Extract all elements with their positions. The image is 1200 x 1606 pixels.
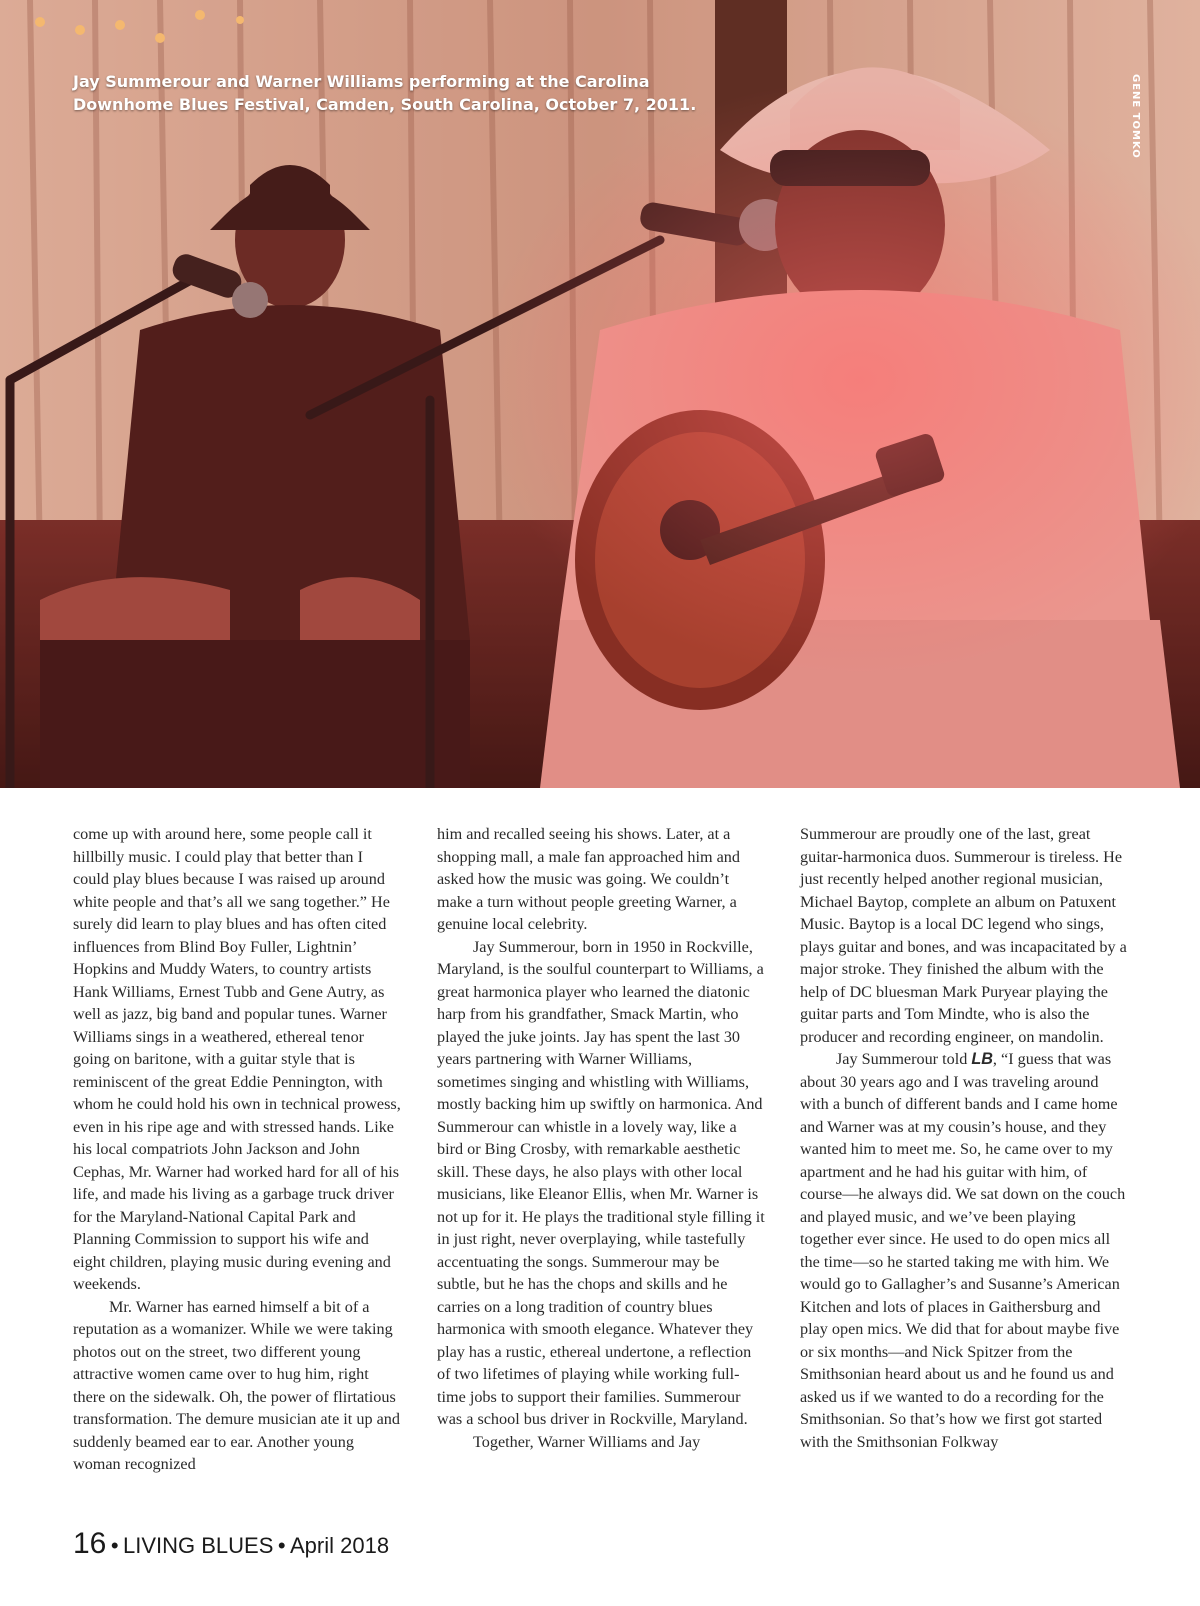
photo-credit: GENE TOMKO — [1130, 74, 1141, 159]
folio-separator: • — [110, 1533, 119, 1558]
photo-illustration — [0, 0, 1200, 788]
paragraph: come up with around here, some people call it hillbilly music. I could play that better than I could play blues because I was raised up around white people and that’s all we sang together.” He surely did learn to play blues and has often cited influences from Blind Boy Fuller, Lightnin’ Hopkins and Muddy Waters, to country artists Hank Williams, Ernest Tubb and Gene Autry, as well as jazz, big band and popular tunes. Warner Williams sings in a weathered, ethereal tenor going on baritone, with a guitar style that is reminiscent of the great Eddie Pennington, with whom he could hold his own in technical prowess, even in his ripe age and with stressed hands. Like his local compatriots John Jackson and John Cephas, Mr. Warner had worked hard for all of his life, and made his living as a garbage truck driver for the Maryland-National Capital Park and Planning Commission to support his wife and eight children, playing music during evening and weekends. — [73, 825, 401, 1293]
article-column-1 — [73, 823, 401, 1476]
magazine-abbrev: LB — [971, 1050, 993, 1068]
paragraph: Mr. Warner has earned himself a bit of a reputation as a womanizer. While we were taking photos out on the street, two different young attractive women came over to hug him, right there on the sidewalk. Oh, the power of flirtatious transformation. The demure musician ate it up and suddenly beamed ear to ear. Another young woman recognized — [73, 1297, 400, 1473]
magazine-name: LIVING BLUES — [122, 1533, 274, 1558]
paragraph: him and recalled seeing his shows. Later, at a shopping mall, a male fan approached him and asked how the music was going. We couldn’t make a turn without people greeting Warner, a genuine local celebrity. — [437, 825, 740, 933]
issue-date: April 2018 — [289, 1533, 390, 1558]
folio-separator: • — [277, 1533, 286, 1558]
article-column-2 — [437, 823, 765, 1453]
article-column-3 — [800, 823, 1128, 1453]
quote-text: , “I guess that was about 30 years ago and I was traveling around with a bunch of different bands and I came home and Warner was at my cousin’s house, and they wanted him to meet me. So, he came over to my apartment and he had his guitar with him, of course—he always did. We sat down on the couch and played music, and we’ve been playing together ever since. He used to do open mics all the time—so he started taking me with him. We would go to Gallagher’s and Susanne’s American Kitchen and lots of places in Gaithersburg and play open mics. We did that for about maybe five or six months—and Nick Spitzer from the Smithsonian heard about us and he found us and asked us if we wanted to do a recording for the Smithsonian. So that’s how we first got started with the Smithsonian Folkway — [800, 1050, 1126, 1451]
page-folio — [73, 1527, 389, 1561]
quote-intro: Jay Summerour told — [836, 1050, 972, 1068]
paragraph: Summerour are proudly one of the last, great guitar-harmonica duos. Summerour is tireless. He just recently helped another regional musician, Michael Baytop, complete an album on Patuxent Music. Baytop is a local DC legend who sings, plays guitar and bones, and was incapacitated by a major stroke. They finished the album with the help of DC bluesman Mark Puryear playing the guitar parts and Tom Mindte, who is also the producer and recording engineer, on mandolin. — [800, 825, 1127, 1046]
photo-caption: Jay Summerour and Warner Williams performing at the Carolina Downhome Blues Festival, Camden, South Carolina, October 7, 2011. — [73, 72, 697, 114]
page-number: 16 — [73, 1527, 107, 1560]
paragraph: Together, Warner Williams and Jay — [473, 1432, 701, 1451]
paragraph-quote — [800, 1048, 1128, 1453]
concert-photo — [0, 0, 1200, 788]
paragraph: Jay Summerour, born in 1950 in Rockville, Maryland, is the soulful counterpart to Williams, a great harmonica player who learned the diatonic harp from his grandfather, Smack Martin, who played the juke joints. Jay has spent the last 30 years partnering with Warner Williams, sometimes singing and whistling with Williams, mostly backing him up swiftly on harmonica. And Summerour can whistle in a lovely way, like a bird or Bing Crosby, with remarkable aesthetic skill. These days, he also plays with other local musicians, like Eleanor Ellis, when Mr. Warner is not up for it. He plays the traditional style filling it in just right, never overplaying, while tastefully accentuating the songs. Summerour may be subtle, but he has the chops and skills and he carries on a long tradition of country blues harmonica with smooth elegance. Whatever they play has a rustic, ethereal undertone, a reflection of two lifetimes of playing while working full-time jobs to support their families. Summerour was a school bus driver in Rockville, Maryland. — [437, 937, 765, 1428]
